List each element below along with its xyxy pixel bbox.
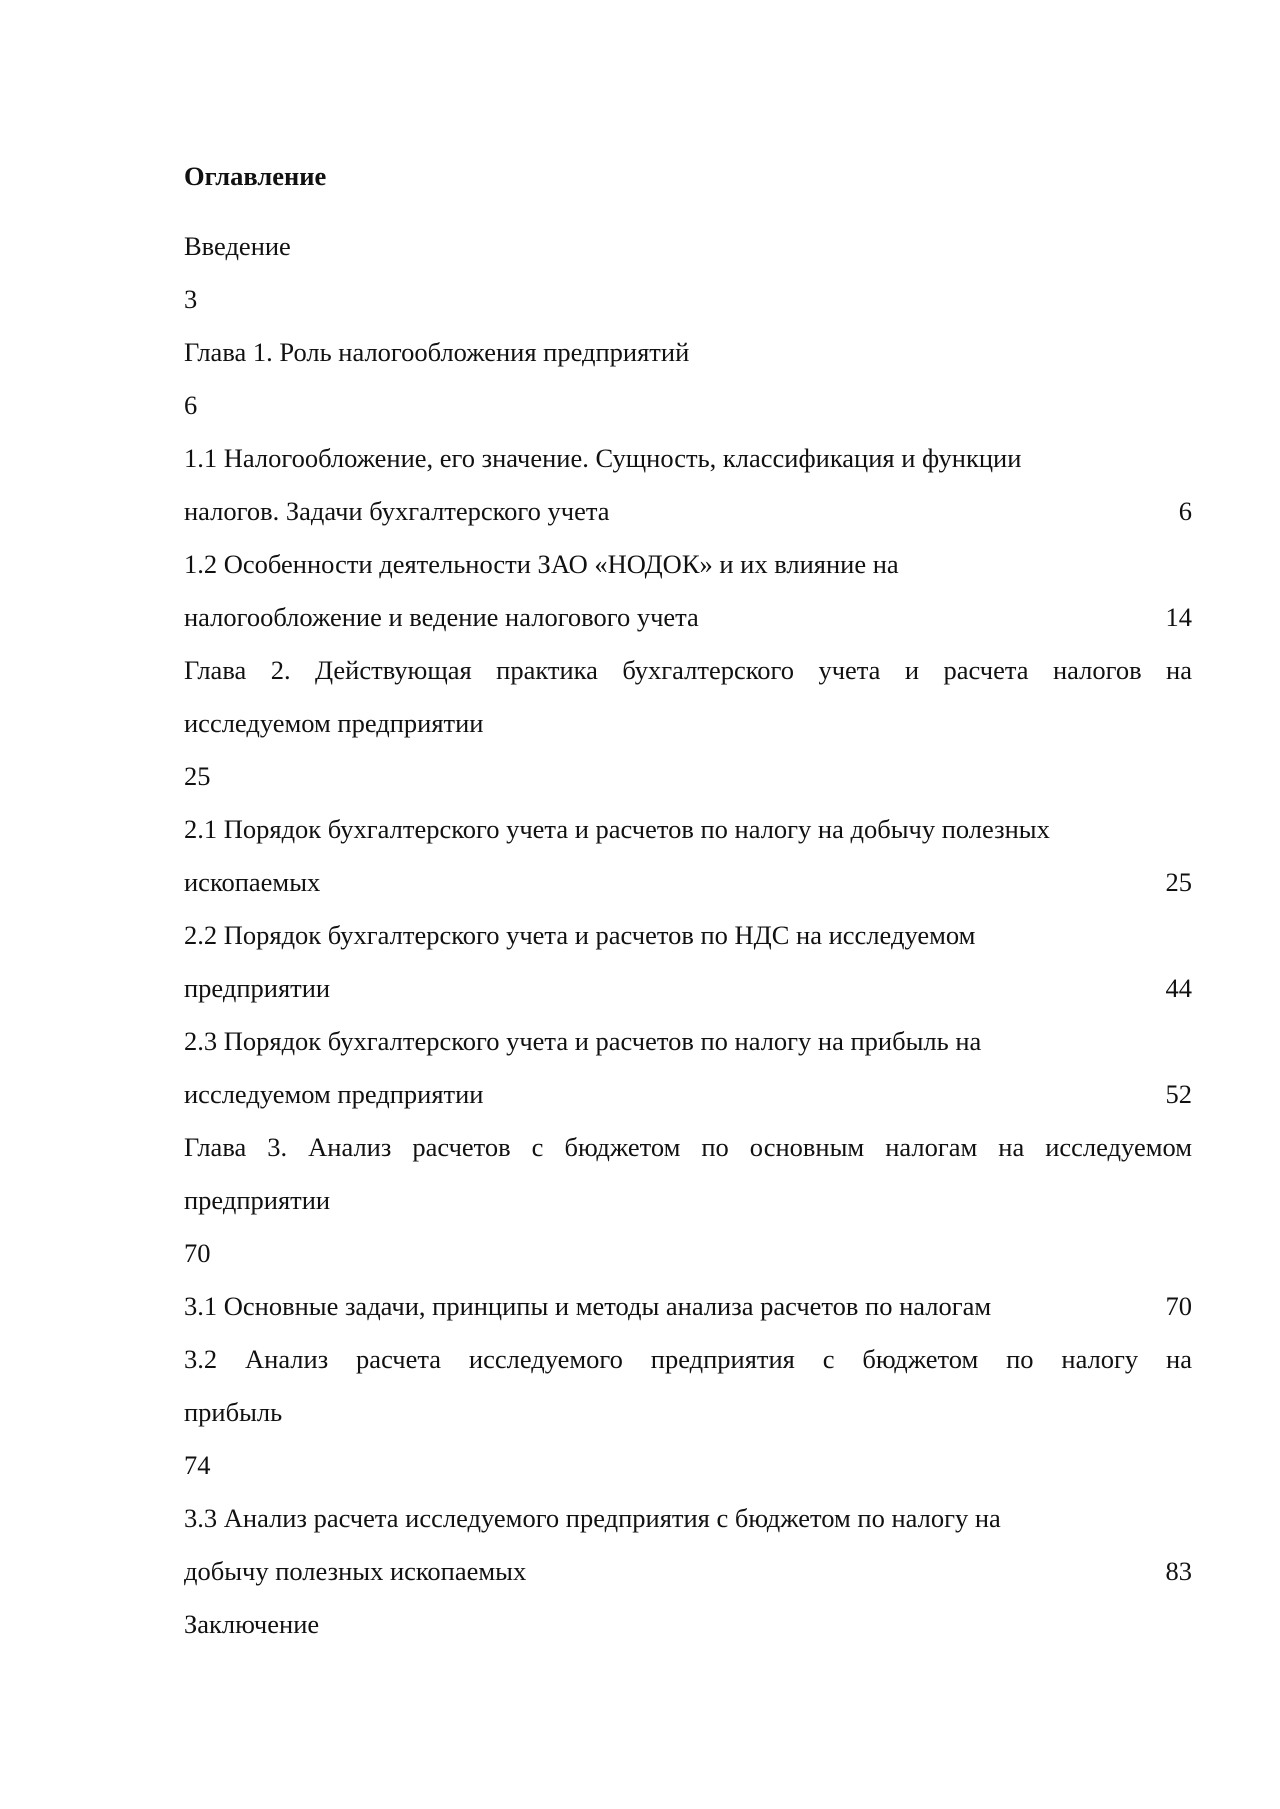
toc-entry-ch3-line2: предприятии (184, 1185, 331, 1215)
toc-entry-s1-1-line2 (184, 485, 1192, 538)
toc-entry-s2-1-title-end: ископаемых (184, 867, 321, 897)
toc-entry-s1-2-line1: 1.2 Особенности деятельности ЗАО «НОДОК» и их влияние на (184, 549, 899, 579)
toc-entry-s1-2-page: 14 (1165, 602, 1192, 632)
toc-entry-s3-3-page: 83 (1165, 1556, 1192, 1586)
toc-entry-s2-3-title-end: исследуемом предприятии (184, 1079, 484, 1109)
toc-entry-intro-page: 3 (184, 284, 198, 314)
toc-entry-ch2-line1: Глава 2. Действующая практика бухгалтерского учета и расчета налогов на (184, 655, 1192, 685)
toc-entry-s1-2-line2 (184, 591, 1192, 644)
toc-entry-s2-2-line2 (184, 962, 1192, 1015)
toc-entry-ch3-page: 70 (184, 1238, 211, 1268)
toc-entry-s3-3-line1: 3.3 Анализ расчета исследуемого предприятия с бюджетом по налогу на (184, 1503, 1001, 1533)
toc-entry-s3-1-title: 3.1 Основные задачи, принципы и методы анализа расчетов по налогам (184, 1291, 992, 1321)
toc-entry-s2-1-page: 25 (1165, 867, 1192, 897)
toc-entry-s1-1-title-end: налогов. Задачи бухгалтерского учета (184, 496, 610, 526)
toc-entry-s3-3-title-end: добычу полезных ископаемых (184, 1556, 527, 1586)
toc-entry-ch1-page: 6 (184, 390, 198, 420)
toc-entry-conclusion-title: Заключение (184, 1609, 320, 1639)
toc-entry-s2-2-page: 44 (1165, 973, 1192, 1003)
table-of-contents (184, 150, 1192, 1651)
toc-entry-s3-2-line2: прибыль (184, 1397, 283, 1427)
toc-entry-s2-2-line1: 2.2 Порядок бухгалтерского учета и расчетов по НДС на исследуемом (184, 920, 976, 950)
toc-entry-s2-3-line2 (184, 1068, 1192, 1121)
toc-entry-s2-1-line2 (184, 856, 1192, 909)
toc-entry-s3-3-line2 (184, 1545, 1192, 1598)
toc-entry-ch3-line1: Глава 3. Анализ расчетов с бюджетом по основным налогам на исследуемом (184, 1132, 1192, 1162)
toc-entry-s2-2-title-end: предприятии (184, 973, 331, 1003)
toc-entry-s1-1-line1: 1.1 Налогообложение, его значение. Сущность, классификация и функции (184, 443, 1022, 473)
toc-entry-s2-1-line1: 2.1 Порядок бухгалтерского учета и расчетов по налогу на добычу полезных (184, 814, 1050, 844)
toc-title: Оглавление (184, 161, 327, 191)
toc-entry-s3-1-page: 70 (1165, 1291, 1192, 1321)
toc-entry-ch2-page: 25 (184, 761, 211, 791)
toc-entry-ch2-line2: исследуемом предприятии (184, 708, 484, 738)
toc-entry-s3-2-page: 74 (184, 1450, 211, 1480)
toc-entry-s3-2-line1: 3.2 Анализ расчета исследуемого предприятия с бюджетом по налогу на (184, 1344, 1192, 1374)
toc-entry-s2-3-line1: 2.3 Порядок бухгалтерского учета и расчетов по налогу на прибыль на (184, 1026, 982, 1056)
toc-entry-ch1-title: Глава 1. Роль налогообложения предприятий (184, 337, 690, 367)
toc-entry-s1-1-page: 6 (1178, 496, 1192, 526)
toc-entry-s2-3-page: 52 (1165, 1079, 1192, 1109)
toc-entry-s1-2-title-end: налогообложение и ведение налогового учета (184, 602, 699, 632)
toc-entry-intro-title: Введение (184, 231, 291, 261)
toc-entry-s3-1 (184, 1280, 1192, 1333)
